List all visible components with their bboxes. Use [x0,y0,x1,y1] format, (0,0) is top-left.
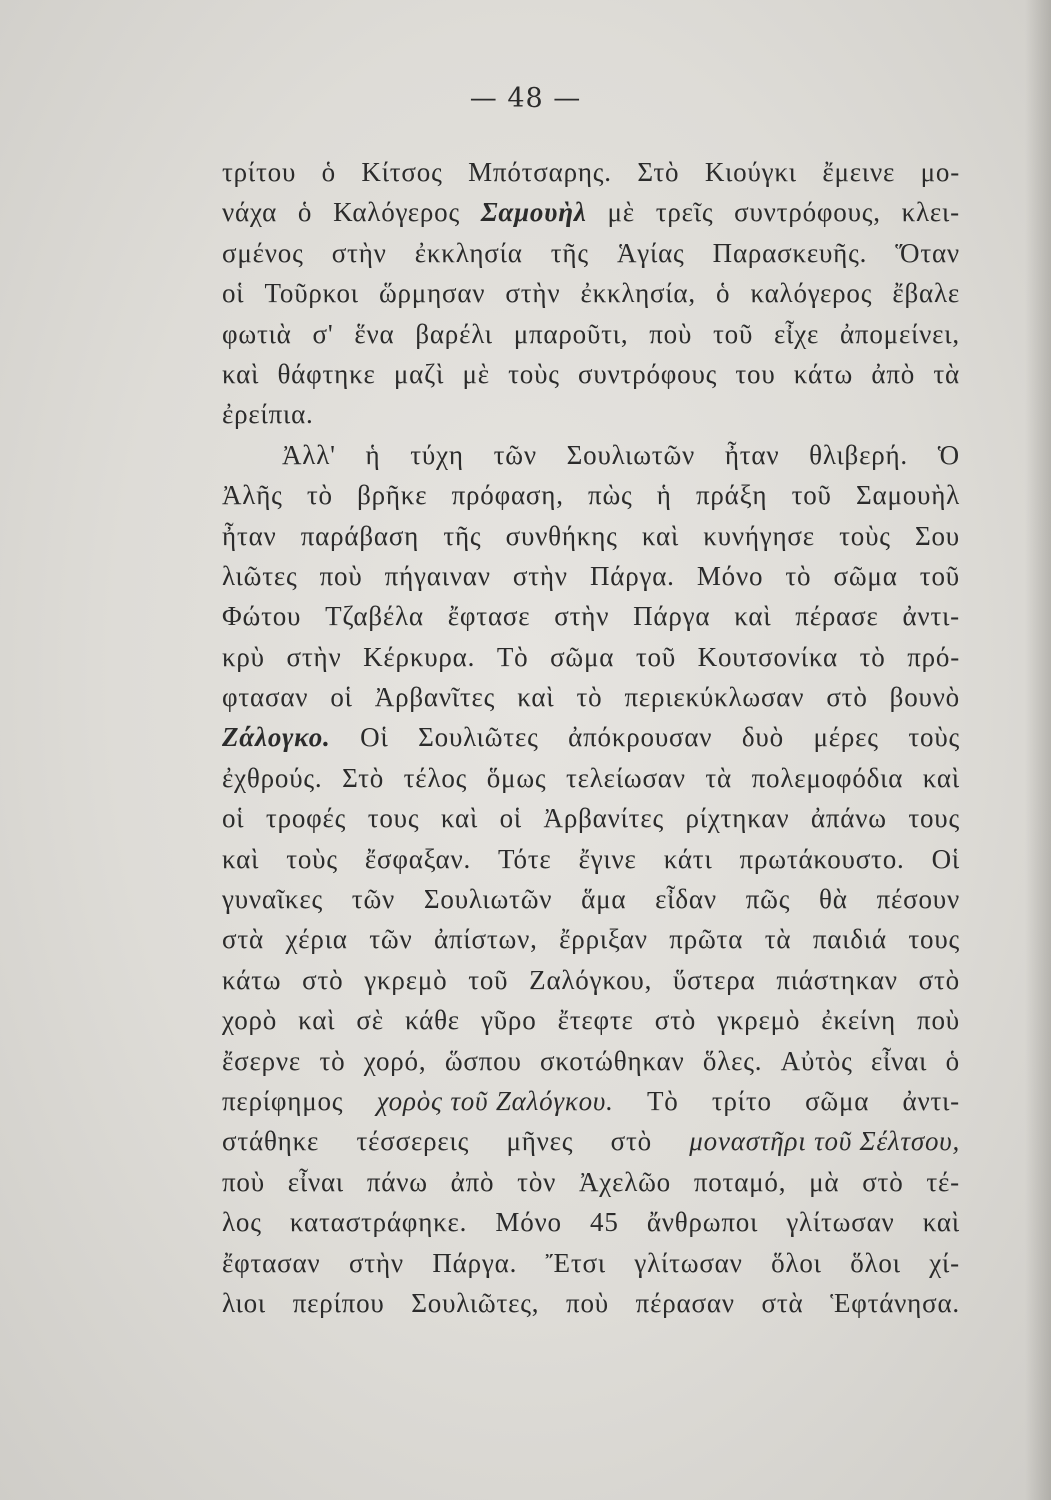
text-word: καὶ [298,1005,336,1036]
text-word: σμένος [222,237,304,268]
text-word: Μόνο [495,1207,562,1238]
text-word: οἱ [222,278,245,309]
text-word: γυναῖκες [222,884,323,915]
text-word: παιδιά [812,924,887,955]
text-word: ὁ [945,1045,960,1076]
text-word: θάφτηκε [277,358,376,389]
text-word: Ἀλῆς [222,480,283,511]
text-line [222,516,960,556]
text-word: περιεκύκλωσαν [624,682,805,713]
text-word: ἐκείνη [821,1005,896,1036]
text-word: καὶ [641,520,680,551]
text-word: οἱ [499,803,522,834]
text-word: Παρασκευῆς. [712,237,868,268]
text-word: τὰ [764,924,792,955]
text-word: στὴν [348,1247,404,1278]
text-word: χέρια [285,924,348,955]
text-line [222,354,960,394]
text-word: φτασαν [222,682,309,713]
text-word: ὥσπου [444,1045,522,1076]
text-word: οἱ [330,682,353,713]
text-line [222,556,960,596]
text-word: κυνήγησε [703,520,815,551]
text-word: ποταμό, [693,1166,787,1197]
text-line [222,192,960,232]
text-word: Κιούγκι [704,157,797,187]
text-word: ἀντι- [902,1085,960,1116]
text-word: τοὺς [286,843,338,874]
text-word: Κίτσος [361,157,443,187]
text-word: τὸ [576,682,603,713]
text-word: πέσουν [876,884,960,915]
text-word: Ὁ [937,439,960,470]
text-word: τὸν [517,1166,557,1197]
text-word: τους [908,803,960,834]
text-word: καὶ [734,601,772,632]
text-word: σῶμα [805,1085,870,1116]
text-word: ἀπὸ [450,1166,495,1197]
text-word: σὲ [356,1005,384,1036]
text-word: ὅλοι [771,1247,822,1278]
text-line [222,273,960,313]
text-word: γκρεμὸ [364,964,448,995]
text-word: γλίτωσαν [786,1207,895,1238]
emphasized-text: χορὸς τοῦ Ζαλόγκου. [376,1085,614,1116]
text-word: δυὸ [741,722,784,753]
text-word: τῆς [443,520,482,551]
text-word: γλίτωσαν [634,1247,743,1278]
text-word: ἐκκλησία, [580,278,696,309]
text-line [222,1081,960,1121]
text-word: τοῦ [791,480,832,511]
text-line [222,233,960,273]
text-word: στὴν [505,278,561,309]
text-word: μέρες [813,722,879,753]
text-word: πιάστηκαν [776,964,898,995]
text-word: τοῦ [919,560,960,591]
text-word: ἔφτασε [447,601,531,632]
text-line [222,152,960,192]
text-word: Μόνο [696,560,764,591]
text-word: συνθήκης [505,520,618,551]
text-word: καὶ [222,843,260,874]
text-word: τους [908,924,960,955]
text-word: ποὺ [319,560,363,591]
text-line [222,637,960,677]
text-word: πήγαιναν [384,560,491,591]
text-word: ποὺ [222,1166,265,1197]
text-line [222,1283,960,1323]
text-word: Τότε [498,843,552,874]
text-word: Πάργα. [432,1247,518,1278]
text-word: ρίχτηκαν [685,803,790,834]
text-word: μπαροῦτι, [513,318,629,349]
text-word: καὶ [922,1207,960,1238]
text-word: πολεμοφόδια [751,762,904,793]
text-word: σῶμα [550,641,615,672]
text-word: Σουλιωτῶν [566,439,696,470]
text-word: ὅλες. [702,1045,763,1076]
text-word: μῆνες [506,1126,574,1157]
text-word: καὶ [922,762,960,793]
text-word: τρίτο [711,1085,772,1116]
text-word: λιῶτες [222,560,298,591]
text-word: ἔσερνε [222,1045,302,1076]
emphasized-text: μοναστῆρι τοῦ Σέλτσου, [689,1126,960,1157]
text-word: στὸ [862,1166,904,1197]
text-word: μὲ [462,358,490,389]
text-word: μο- [920,157,960,187]
text-word: ὅλοι [850,1247,901,1278]
text-line [222,798,960,838]
text-word: καταστράφηκε. [289,1207,468,1238]
text-word: Σου [914,520,960,551]
text-word: κάτω [222,964,282,995]
text-line [222,596,960,636]
text-word: ποὺ [566,1287,609,1318]
text-word: σ' [312,318,334,349]
text-word: καλόγερος [750,278,873,309]
text-word: Φώτου [222,601,302,632]
text-word: τὸ [306,480,333,511]
text-word: τῶν [369,924,413,955]
text-word: ἕνα [354,318,395,349]
text-word: στὰ [761,1287,804,1318]
text-word: συντρόφους [578,358,718,389]
text-line [222,919,960,959]
text-word: τέ- [926,1166,960,1197]
text-word: τὸ [319,1045,346,1076]
text-word: τοὺς [908,722,960,753]
text-word: λος [222,1207,262,1238]
text-word: ἐκκλησία [414,237,523,268]
text-word: εἶχε [774,318,820,349]
text-segment: ἐρείπια. [222,399,314,430]
text-word: κλει- [901,197,960,228]
text-line [222,1000,960,1040]
text-word: Σουλιωτῶν [423,884,553,915]
text-word: γκρεμὸ [717,1005,801,1036]
text-word: Ἀρβανῖτες [374,682,496,713]
text-word: Ἀλλ' [282,439,336,470]
text-word: ἦταν [222,520,277,551]
text-word: Σουλιῶτες, [411,1287,540,1318]
text-word: συντρόφους, [734,197,881,228]
text-word: ἀπόκρουσαν [568,722,713,753]
text-word: Ἔτσι [545,1247,606,1278]
text-word: ἐχθρούς. [222,762,323,793]
text-word: τὸ [785,560,812,591]
text-line [222,1121,960,1161]
text-line [222,677,960,717]
page-number: — 48 — [469,83,582,114]
text-line [222,717,960,757]
text-word: ἀπίστων, [434,924,538,955]
text-word: Στὸ [342,762,385,793]
text-word: στὴν [331,237,387,268]
text-word: πρόφαση, [451,480,564,511]
text-word: τὸ [859,641,886,672]
text-word: ποὺ [917,1005,960,1036]
page-edge-shadow [1025,0,1051,1500]
text-word: τροφές [265,803,347,834]
text-word: καὶ [222,358,260,389]
text-word: τέσσερεις [356,1126,470,1157]
text-word: τῶν [493,439,537,470]
text-word: περίπου [292,1287,385,1318]
text-word: ἀπάνω [810,803,887,834]
text-word: ὥρμησαν [378,278,486,309]
text-word: ὁ [716,278,731,309]
text-word: Πάργα [633,601,711,632]
text-word: τύχη [410,439,464,470]
text-word: βρῆκε [357,480,428,511]
text-word: εἶδαν [655,884,717,915]
text-word: τελείωσαν [566,762,686,793]
text-word: Ἀχελῶο [578,1166,671,1197]
text-word: Ὅταν [895,237,960,268]
text-word: περίφημος [222,1085,344,1116]
text-word: πρό- [907,641,960,672]
text-word: πὼς [588,480,633,511]
text-line [222,879,960,919]
emphasized-text: Ζάλογκο. [222,722,331,753]
text-word: πῶς [745,884,791,915]
text-word: κάτω [793,358,854,389]
text-word: στὰ [222,924,264,955]
text-word: ἔσφαξαν. [364,843,472,874]
text-line [222,1202,960,1242]
text-word: βαρέλι [415,318,493,349]
text-word: γῦρο [481,1005,537,1036]
text-word: οἱ [222,803,245,834]
text-line [222,475,960,515]
text-word: Κέρκυρα. [363,641,476,672]
text-line [222,314,960,354]
body-text [222,152,960,1323]
text-word: στὴν [512,560,568,591]
text-word: τρεῖς [655,197,714,228]
text-word: τέλος [403,762,468,793]
text-word: 45 [590,1207,619,1238]
text-word: στὴν [554,601,610,632]
text-line [222,1041,960,1081]
text-word: κάθε [404,1005,460,1036]
text-word: του [735,358,776,389]
text-word: Πάργα. [589,560,675,591]
text-word: κρὺ [222,641,265,672]
text-word: Τὸ [496,641,529,672]
text-word: χί- [929,1247,960,1278]
text-word: χορὸ [222,1005,278,1036]
text-word: τοῦ [468,964,509,995]
text-line [222,1162,960,1202]
text-word: Καλόγερος [333,197,460,228]
text-word: στὸ [826,682,868,713]
text-word: ἔτεφτε [557,1005,634,1036]
text-word: ὕστερα [672,964,756,995]
text-word: πράξη [695,480,768,511]
text-word: καὶ [517,682,555,713]
text-word: Ἑφτάνησα. [830,1287,960,1318]
text-word: τῶν [351,884,396,915]
text-word: στὸ [302,964,344,995]
text-word: μὲ [607,197,635,228]
text-word: Τὸ [646,1085,679,1116]
text-word: Σαμουὴλ [855,480,960,511]
text-word: στὸ [918,964,960,995]
text-word: νάχα [222,197,278,228]
text-word: τοὺς [508,358,560,389]
text-word: Τοῦρκοι [264,278,359,309]
text-word: Αὐτὸς [780,1045,853,1076]
text-word: στὴν [286,641,342,672]
text-word: βουνὸ [889,682,960,713]
text-word: θλιβερή. [809,439,908,470]
text-line [222,1243,960,1283]
text-word: ὁ [321,157,336,187]
text-word: ἡ [365,439,381,470]
text-line [222,960,960,1000]
text-word: Μπότσαρης. [468,157,612,187]
text-word: ἀπομείνει, [839,318,960,349]
text-word: τῆς [550,237,589,268]
emphasized-text: Σαμουὴλ [480,197,587,228]
text-word: καὶ [440,803,479,834]
text-word: ἔφτασαν [222,1247,321,1278]
text-word: ἀπὸ [871,358,916,389]
text-word: Σουλιῶτες [418,722,539,753]
text-word: πέρασαν [635,1287,735,1318]
text-word: Ἁγίας [616,237,685,268]
text-line [222,839,960,879]
text-word: τοῦ [635,641,677,672]
text-word: τὰ [705,762,732,793]
text-line [222,435,960,475]
text-word: Ζαλόγκου, [529,964,653,995]
text-word: τους [367,803,420,834]
text-word: Κουτσονίκα [697,641,838,672]
text-word: κάτι [663,843,713,874]
text-word: χορό, [363,1045,427,1076]
text-word: Οἱ [360,722,389,753]
text-word: πάνω [366,1166,428,1197]
text-word: φωτιὰ [222,318,292,349]
text-word: ἔμεινε [822,157,896,187]
text-line [222,758,960,798]
text-word: ἔβαλε [892,278,960,309]
text-word: ποὺ [649,318,693,349]
text-word: ἔγινε [578,843,637,874]
text-word: Στὸ [637,157,680,187]
text-word: ὅμως [486,762,547,793]
text-line [222,394,960,434]
text-word: Οἱ [931,843,960,874]
text-word: στάθηκε [222,1126,320,1157]
text-word: Τζαβέλα [325,601,424,632]
text-word: θὰ [819,884,848,915]
text-word: τοὺς [839,520,891,551]
text-word: ἅμα [581,884,627,915]
text-word: τρίτου [222,157,297,187]
text-word: τοῦ [713,318,754,349]
text-word: εἶναι [870,1045,928,1076]
text-word: ἄνθρωποι [646,1207,759,1238]
text-word: ἔρριξαν [559,924,648,955]
text-word: ἦταν [724,439,780,470]
text-word: τὰ [933,358,960,389]
text-word: ἀντι- [902,601,960,632]
text-word: σκοτώθηκαν [540,1045,685,1076]
text-word: Ἀρβανίτες [543,803,664,834]
text-word: μαζὶ [393,358,445,389]
text-word: πέρασε [795,601,879,632]
text-word: σῶμα [833,560,898,591]
text-word: στὸ [610,1126,652,1157]
text-word: μὰ [809,1166,840,1197]
text-word: παράβαση [300,520,420,551]
text-word: εἶναι [287,1166,344,1197]
text-word: πρωτάκουστο. [739,843,905,874]
text-word: ἡ [656,480,672,511]
text-word: στὸ [654,1005,697,1036]
text-word: ὁ [297,197,313,228]
text-word: λιοι [222,1287,266,1318]
text-word: πρῶτα [669,924,744,955]
